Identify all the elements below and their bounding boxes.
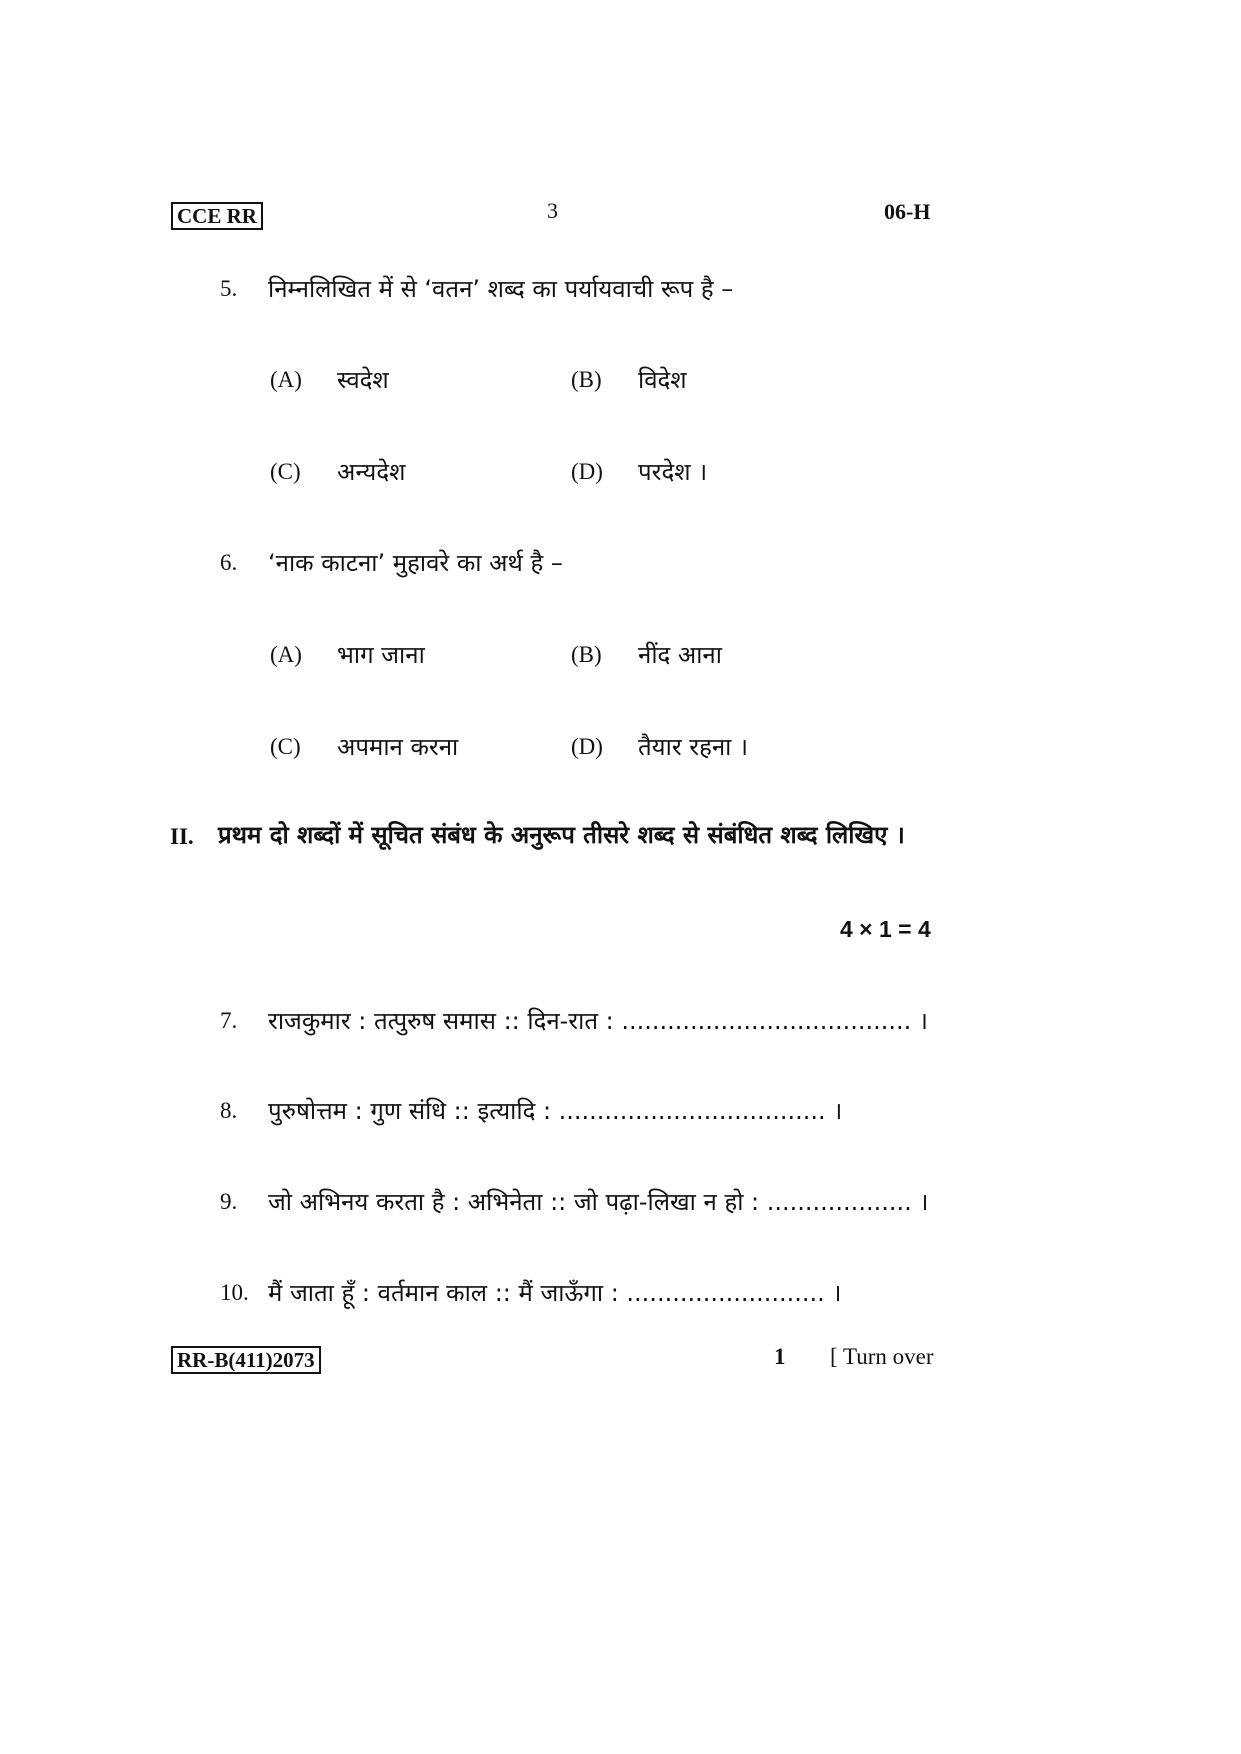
question-text: राजकुमार : तत्पुरुष समास :: दिन-रात : ...................................... । <box>268 1007 928 1035</box>
question-number: 5. <box>220 276 238 301</box>
question-text: मैं जाता हूँ : वर्तमान काल :: मैं जाऊँगा : .......................... । <box>268 1279 842 1307</box>
option-label: (C) <box>270 459 301 484</box>
question-number: 7. <box>220 1008 238 1033</box>
paper-code-box: CCE RR <box>171 202 263 230</box>
option-label: (D) <box>571 734 603 759</box>
question-text: पुरुषोत्तम : गुण संधि :: इत्यादि : ................................... । <box>268 1097 843 1125</box>
option-label: (B) <box>571 367 602 392</box>
page-number: 3 <box>547 198 558 223</box>
question-text: निम्नलिखित में से ‘वतन’ शब्द का पर्यायवाची रूप है – <box>268 275 734 303</box>
option-label: (D) <box>571 459 603 484</box>
section-number: II. <box>170 824 194 849</box>
question-number: 9. <box>220 1189 238 1214</box>
marks-allocation: 4 × 1 = 4 <box>840 916 931 942</box>
option-text: विदेश <box>638 366 687 394</box>
question-number: 10. <box>220 1280 249 1305</box>
subject-code: 06-H <box>884 199 931 224</box>
option-label: (A) <box>270 367 302 392</box>
section-instruction: प्रथम दो शब्दों में सूचित संबंध के अनुरूप तीसरे शब्द से संबंधित शब्द लिखिए । <box>218 821 905 849</box>
booklet-code-box: RR-B(411)2073 <box>171 1346 321 1374</box>
option-text: स्वदेश <box>337 366 389 394</box>
option-text: अपमान करना <box>337 733 459 761</box>
option-text: भाग जाना <box>337 641 425 669</box>
option-text: नींद आना <box>638 641 722 669</box>
option-label: (B) <box>571 642 602 667</box>
option-text: तैयार रहना । <box>638 733 749 761</box>
footer-number: 1 <box>774 1344 786 1369</box>
option-label: (C) <box>270 734 301 759</box>
option-text: अन्यदेश <box>337 458 406 486</box>
option-text: परदेश । <box>638 458 708 486</box>
question-text: जो अभिनय करता है : अभिनेता :: जो पढ़ा-लिखा न हो : ................... । <box>268 1188 929 1216</box>
turn-over-label: [ Turn over <box>830 1344 934 1369</box>
question-text: ‘नाक काटना’ मुहावरे का अर्थ है – <box>268 549 563 577</box>
question-number: 6. <box>220 550 238 575</box>
option-label: (A) <box>270 642 302 667</box>
question-number: 8. <box>220 1098 238 1123</box>
